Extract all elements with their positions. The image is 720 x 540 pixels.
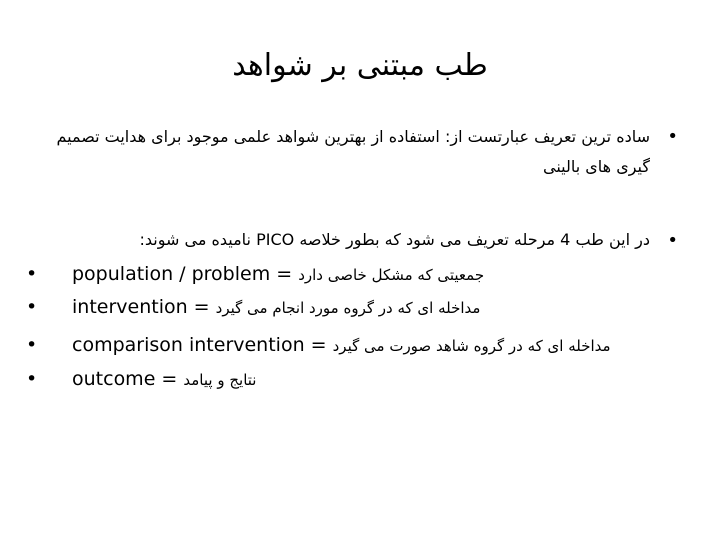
list-item-outcome (26, 368, 256, 390)
bullet-icon: • (667, 126, 678, 147)
item-definition: مداخله ای که در گروه مورد انجام می گیرد (215, 299, 481, 317)
pico-intro-paragraph (50, 230, 678, 251)
bullet-icon: • (26, 263, 38, 285)
item-term: intervention = (72, 296, 216, 318)
item-term: population / problem = (72, 263, 299, 285)
bullet-icon: • (667, 230, 678, 251)
bullet-icon: • (26, 368, 38, 390)
pico-intro-text: در این طب 4 مرحله تعریف می شود که بطور خلاصه PICO نامیده می شوند: (139, 230, 650, 249)
definition-text: ساده ترین تعریف عبارتست از: استفاده از بهترین شواهد علمی موجود برای هدایت تصمیم گیری های بالینی (56, 127, 650, 176)
slide-title: طب مبتنی بر شواهد (232, 48, 488, 83)
item-definition: جمعیتی که مشکل خاصی دارد (298, 266, 485, 284)
item-term: comparison intervention = (72, 334, 333, 356)
list-item-intervention (26, 296, 480, 318)
item-definition: مداخله ای که در گروه شاهد صورت می گیرد (332, 337, 611, 355)
list-item-comparison (26, 334, 611, 356)
bullet-icon: • (26, 296, 38, 318)
item-definition: نتایج و پیامد (183, 371, 257, 389)
bullet-icon: • (26, 334, 38, 356)
item-term: outcome = (72, 368, 184, 390)
list-item-population (26, 263, 484, 285)
definition-paragraph (50, 122, 678, 182)
